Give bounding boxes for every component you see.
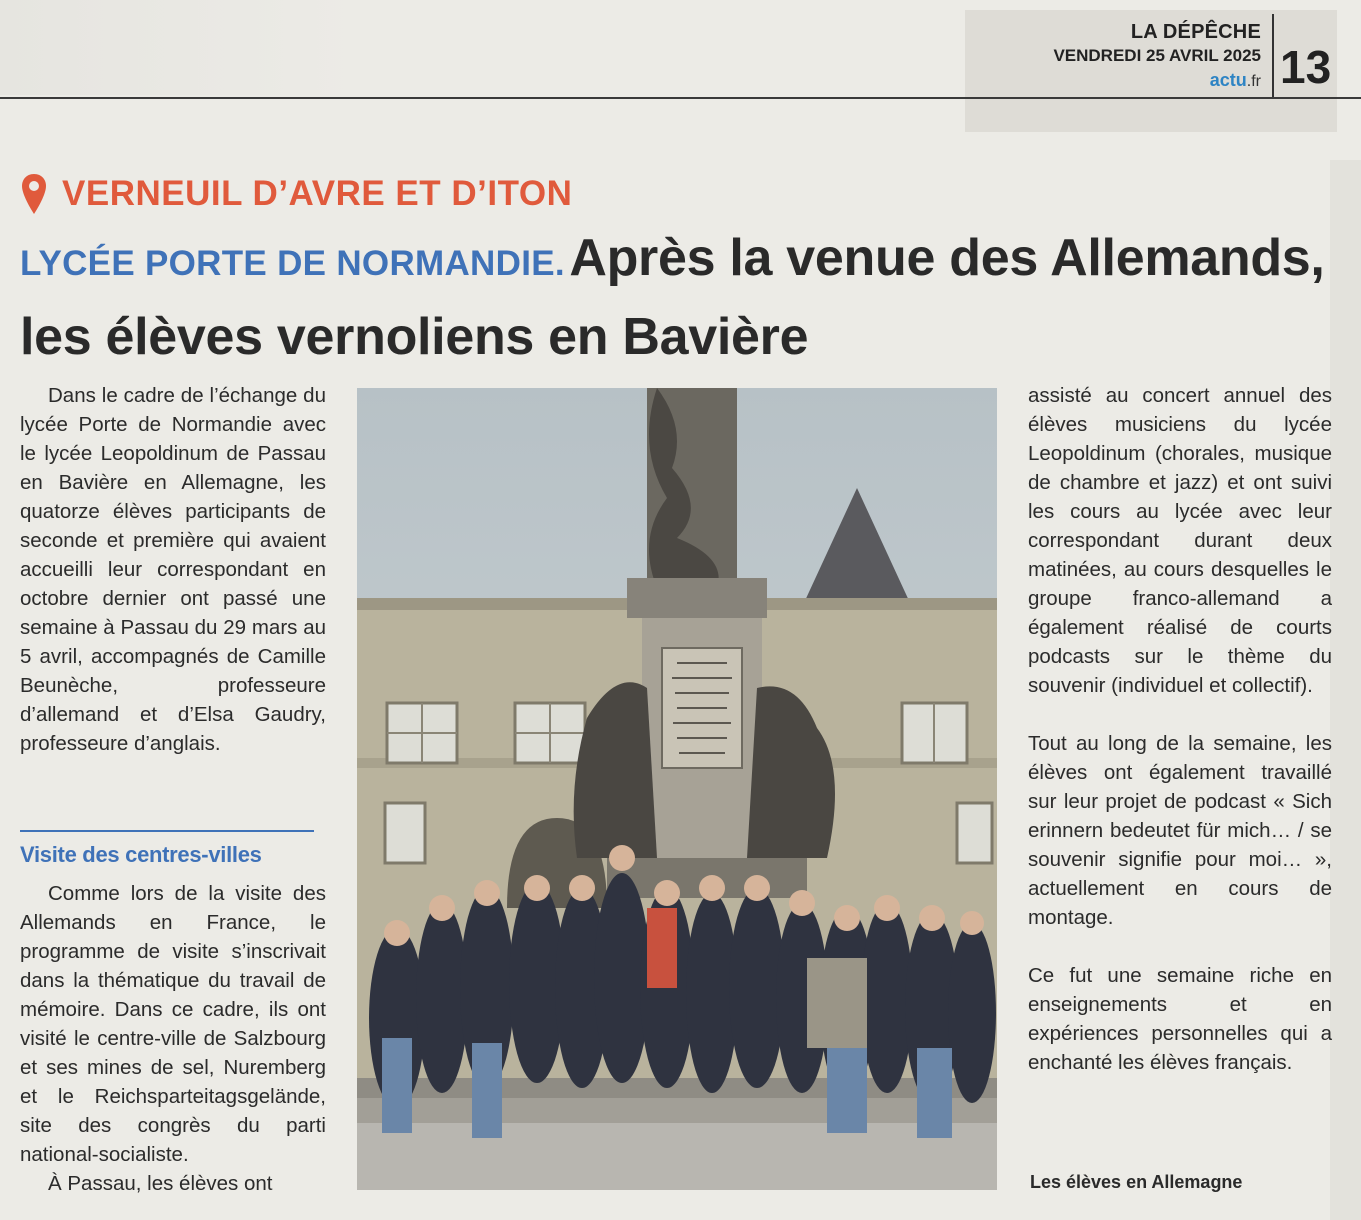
- headline-title: Après la venue des Allemands, les élèves vernoliens en Bavière: [20, 229, 1325, 366]
- paragraph-3-start: À Passau, les élèves ont: [48, 1172, 273, 1195]
- location-kicker: [20, 172, 572, 216]
- subheading: Visite des centres-villes: [20, 842, 262, 867]
- photo-caption: Les élèves en Allemagne: [1030, 1172, 1243, 1192]
- publication-date: VENDREDI 25 AVRIL 2025: [1053, 46, 1261, 65]
- newspaper-name: LA DÉPÊCHE: [1130, 21, 1261, 43]
- page-number: 13: [1280, 41, 1332, 93]
- left-column: [20, 381, 326, 758]
- paragraph-2: Comme lors de la visite des Allemands en France, le programme de visite s’inscrivait dans la thématique du travail de mémoire. Dans ce cadre, ils ont visité le centre-ville de Salzbourg et ses mines de sel, Nuremberg et le Reichsparteitagsgelände, site des congrès du parti national-socialiste.: [20, 882, 326, 1166]
- paragraph-5: Ce fut une semaine riche en enseignements et en expériences personnelles qui a enchanté les élèves français.: [1028, 964, 1332, 1074]
- header-rule: [0, 97, 1361, 99]
- bleed-through-area: [0, 0, 360, 95]
- website-tld: .fr: [1246, 73, 1261, 90]
- intro-paragraph: Dans le cadre de l’échange du lycée Porte de Normandie avec le lycée Leopoldinum de Passau en Bavière en Allemagne, les quatorze élèves participants de seconde et première qui avaient accueilli leur correspondant en octobre dernier ont passé une semaine à Passau du 29 mars au 5 avril, accompagnés de Camille Beunèche, professeure d’allemand et d’Elsa Gaudry, professeure d’anglais.: [20, 384, 326, 755]
- location-pin-icon: [20, 172, 48, 216]
- masthead-divider: [1272, 14, 1274, 98]
- headline-rubric: LYCÉE PORTE DE NORMANDIE.: [20, 244, 565, 283]
- location-name: VERNEUIL D’AVRE ET D’ITON: [62, 174, 573, 213]
- website: [1053, 68, 1261, 94]
- paragraph-3-continued: assisté au concert annuel des élèves musiciens du lycée Leopoldinum (chorales, musique de chambre et jazz) et ont suivi les cours au lycée avec leur correspondant durant deux matinées, au cours desquelles le groupe franco-allemand a également réalisé de courts podcasts sur le thème du souvenir (individuel et collectif).: [1028, 384, 1332, 697]
- left-column-lower: [20, 879, 326, 1198]
- paragraph-4: Tout au long de la semaine, les élèves ont également travaillé sur leur projet de podcast « Sich erinnern bedeutet für mich… / se souvenir signifie pour moi… », actuellement en cours de montage.: [1028, 732, 1332, 929]
- masthead: [1053, 20, 1261, 94]
- right-column: [1028, 381, 1332, 1077]
- website-name: actu: [1209, 70, 1247, 90]
- paragraph-gap: [1028, 932, 1332, 961]
- group-photo-illustration: [357, 388, 997, 1190]
- article-photo: [357, 388, 997, 1190]
- subhead-rule: [20, 830, 314, 832]
- headline: [20, 225, 1350, 383]
- paragraph-gap: [1028, 700, 1332, 729]
